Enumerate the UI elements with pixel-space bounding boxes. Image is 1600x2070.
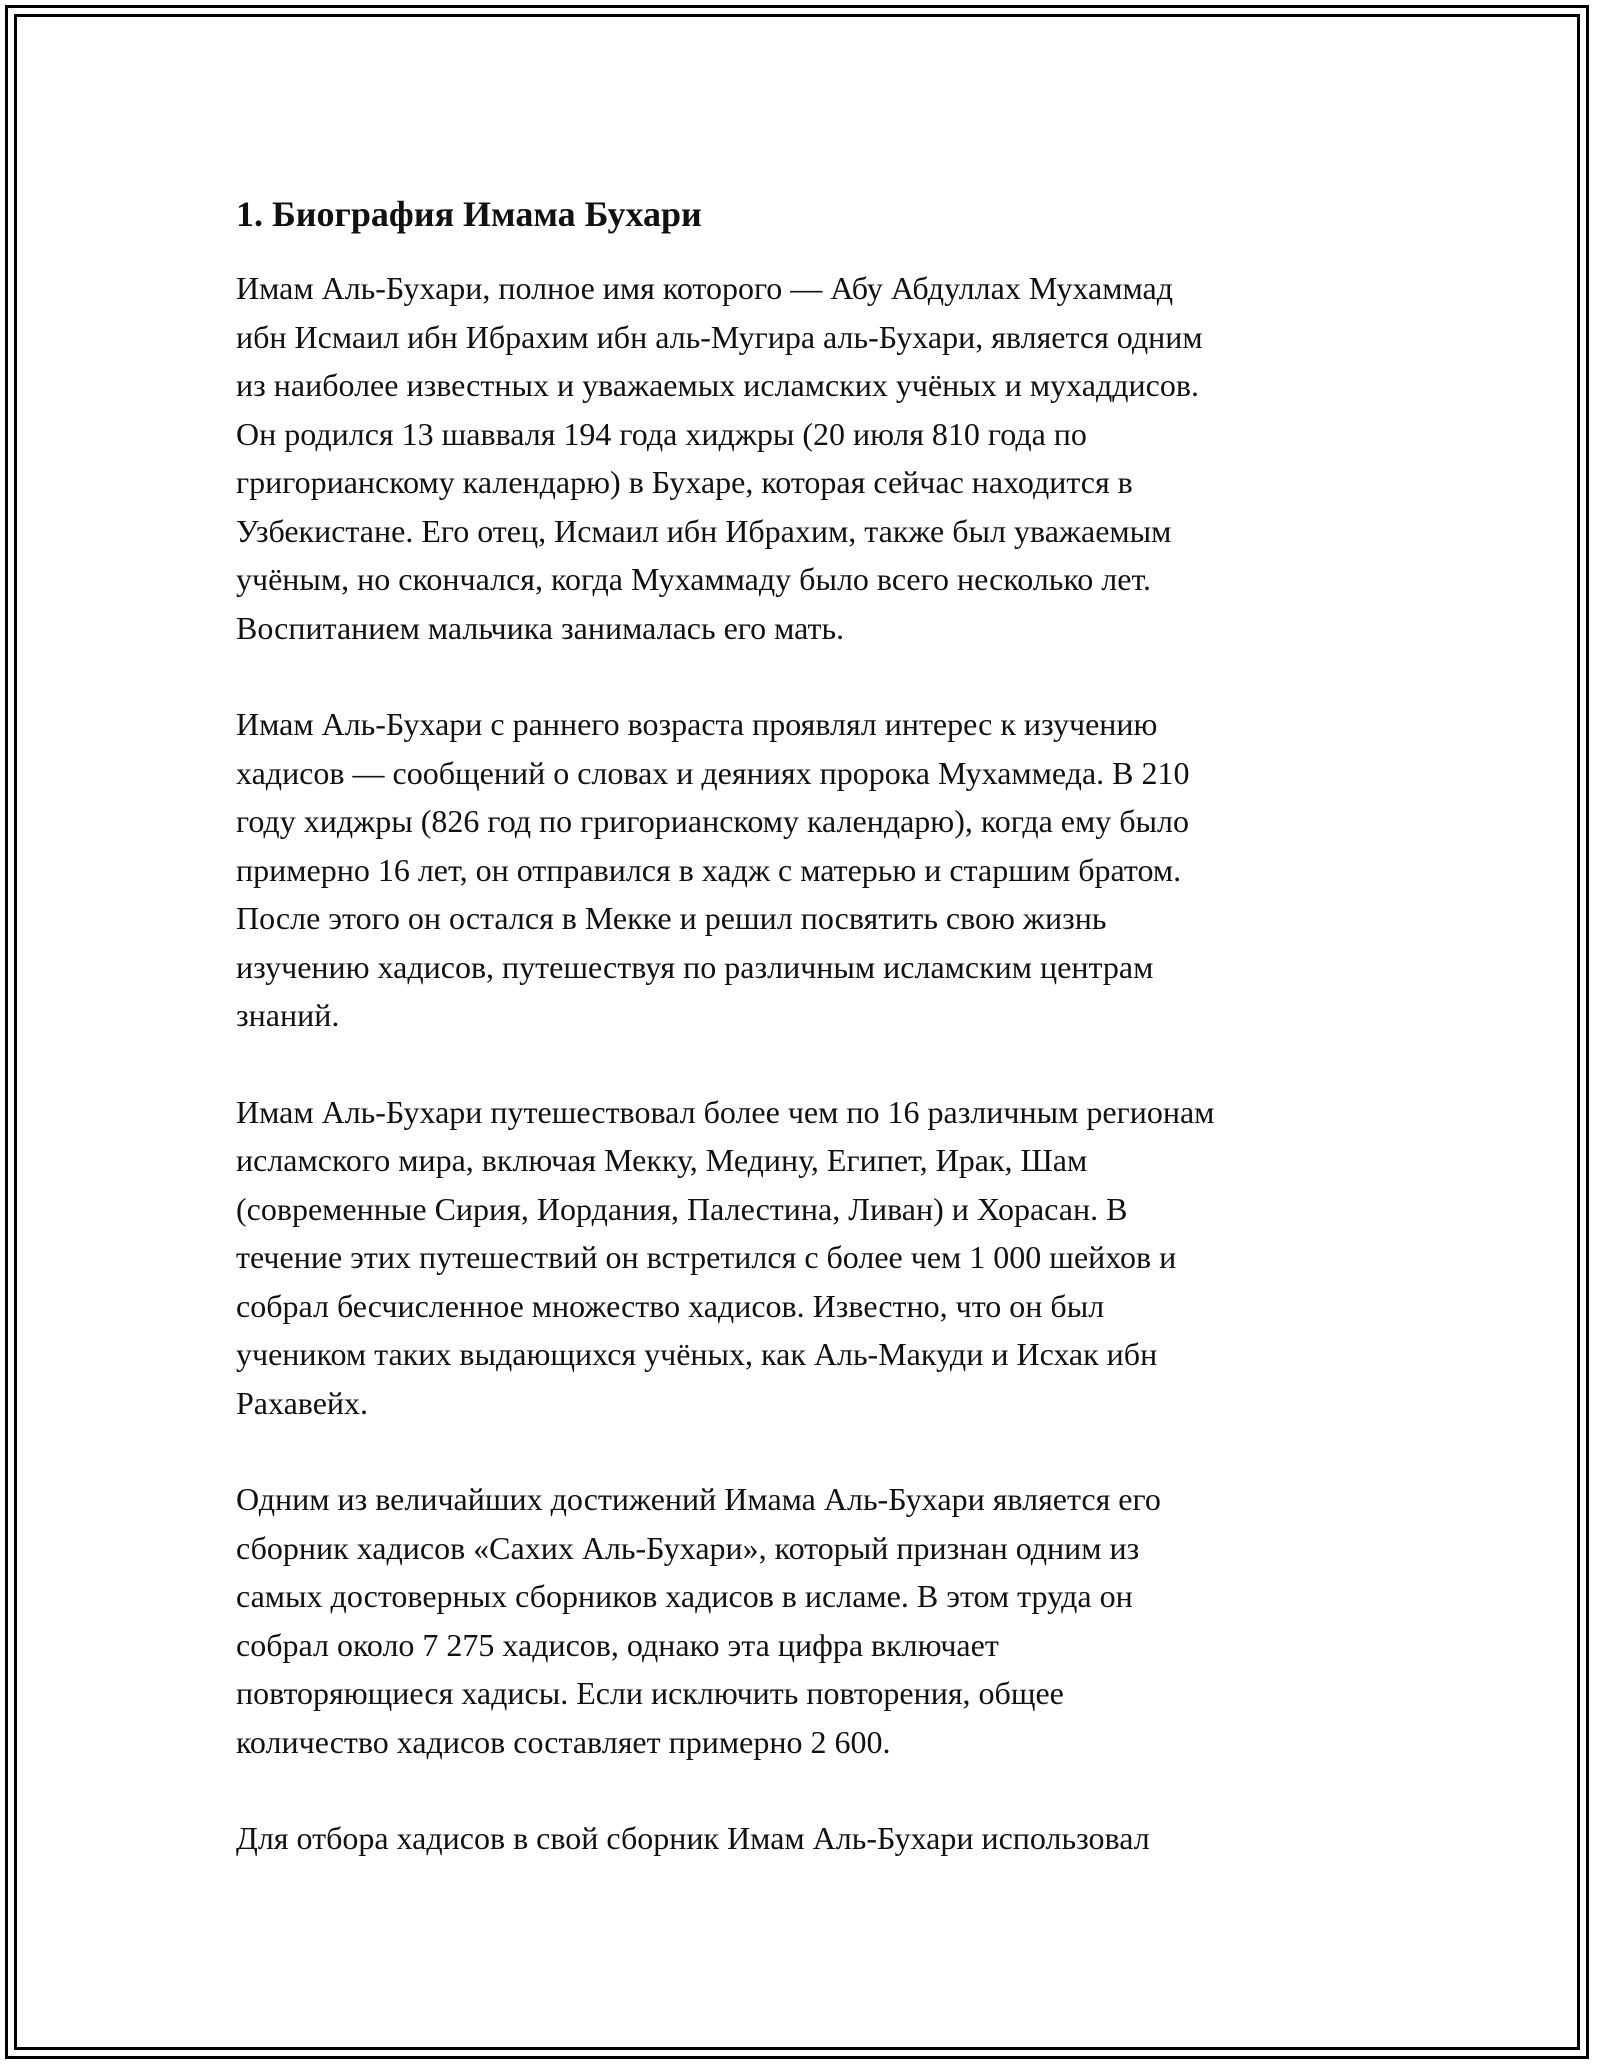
text-line: ибн Исмаил ибн Ибрахим ибн аль-Мугира аль-Бухари, является одним bbox=[236, 318, 1203, 355]
text-line: течение этих путешествий он встретился с более чем 1 000 шейхов и bbox=[236, 1239, 1177, 1275]
text-line: (современные Сирия, Иордания, Палестина, Ливан) и Хорасан. В bbox=[236, 1190, 1128, 1227]
text-line: году хиджры (826 год по григорианскому календарю), когда ему было bbox=[236, 803, 1189, 839]
text-line: учёным, но скончался, когда Мухаммаду было всего несколько лет. bbox=[236, 561, 1152, 597]
text-line: Узбекистане. Его отец, Исмаил ибн Ибрахим, также был уважаемым bbox=[236, 512, 1172, 549]
text-line: После этого он остался в Мекке и решил посвятить свою жизнь bbox=[236, 900, 1107, 936]
text-line: примерно 16 лет, он отправился в хадж с матерью и старшим братом. bbox=[236, 851, 1182, 888]
text-line: количество хадисов составляет примерно 2 600. bbox=[236, 1723, 891, 1760]
text-line: григорианскому календарю) в Бухаре, которая сейчас находится в bbox=[236, 464, 1133, 500]
text-line: знаний. bbox=[236, 997, 340, 1033]
text-line: Имам Аль-Бухари путешествовал более чем по 16 различным регионам bbox=[236, 1093, 1215, 1130]
text-line: Воспитанием мальчика занималась его мать. bbox=[236, 609, 845, 646]
paragraph-list bbox=[236, 264, 1376, 1863]
text-line: собрал бесчисленное множество хадисов. Известно, что он был bbox=[236, 1287, 1105, 1324]
document-body bbox=[236, 188, 1376, 1911]
text-line: Имам Аль-Бухари, полное имя которого — Абу Абдуллах Мухаммад bbox=[236, 270, 1174, 306]
text-line: Имам Аль-Бухари с раннего возраста проявлял интерес к изучению bbox=[236, 706, 1158, 742]
text-line: повторяющиеся хадисы. Если исключить повторения, общее bbox=[236, 1675, 1064, 1711]
text-line: исламского мира, включая Мекку, Медину, Египет, Ирак, Шам bbox=[236, 1142, 1088, 1178]
text-line: Для отбора хадисов в свой сборник Имам Аль-Бухари использовал bbox=[236, 1820, 1150, 1856]
text-line: Он родился 13 шавваля 194 года хиджры (20 июля 810 года по bbox=[236, 415, 1087, 452]
paragraph bbox=[236, 1814, 1376, 1863]
text-line: самых достоверных сборников хадисов в исламе. В этом труда он bbox=[236, 1578, 1133, 1614]
section-heading: 1. Биография Имама Бухари bbox=[236, 194, 702, 234]
text-line: изучению хадисов, путешествуя по различным исламским центрам bbox=[236, 948, 1154, 985]
text-line: из наиболее известных и уважаемых исламских учёных и мухаддисов. bbox=[236, 367, 1199, 403]
text-line: Рахавейх. bbox=[236, 1384, 369, 1421]
text-line: хадисов — сообщений о словах и деяниях пророка Мухаммеда. В 210 bbox=[236, 754, 1190, 791]
text-line: Одним из величайших достижений Имама Аль-Бухари является его bbox=[236, 1481, 1161, 1517]
text-line: собрал около 7 275 хадисов, однако эта цифра включает bbox=[236, 1626, 999, 1663]
text-line: сборник хадисов «Сахих Аль-Бухари», который признан одним из bbox=[236, 1529, 1140, 1566]
paragraph bbox=[236, 1475, 1376, 1766]
text-line: учеником таких выдающихся учёных, как Аль-Макуди и Исхак ибн bbox=[236, 1336, 1158, 1372]
paragraph bbox=[236, 264, 1376, 652]
paragraph bbox=[236, 1088, 1376, 1428]
paragraph bbox=[236, 700, 1376, 1040]
